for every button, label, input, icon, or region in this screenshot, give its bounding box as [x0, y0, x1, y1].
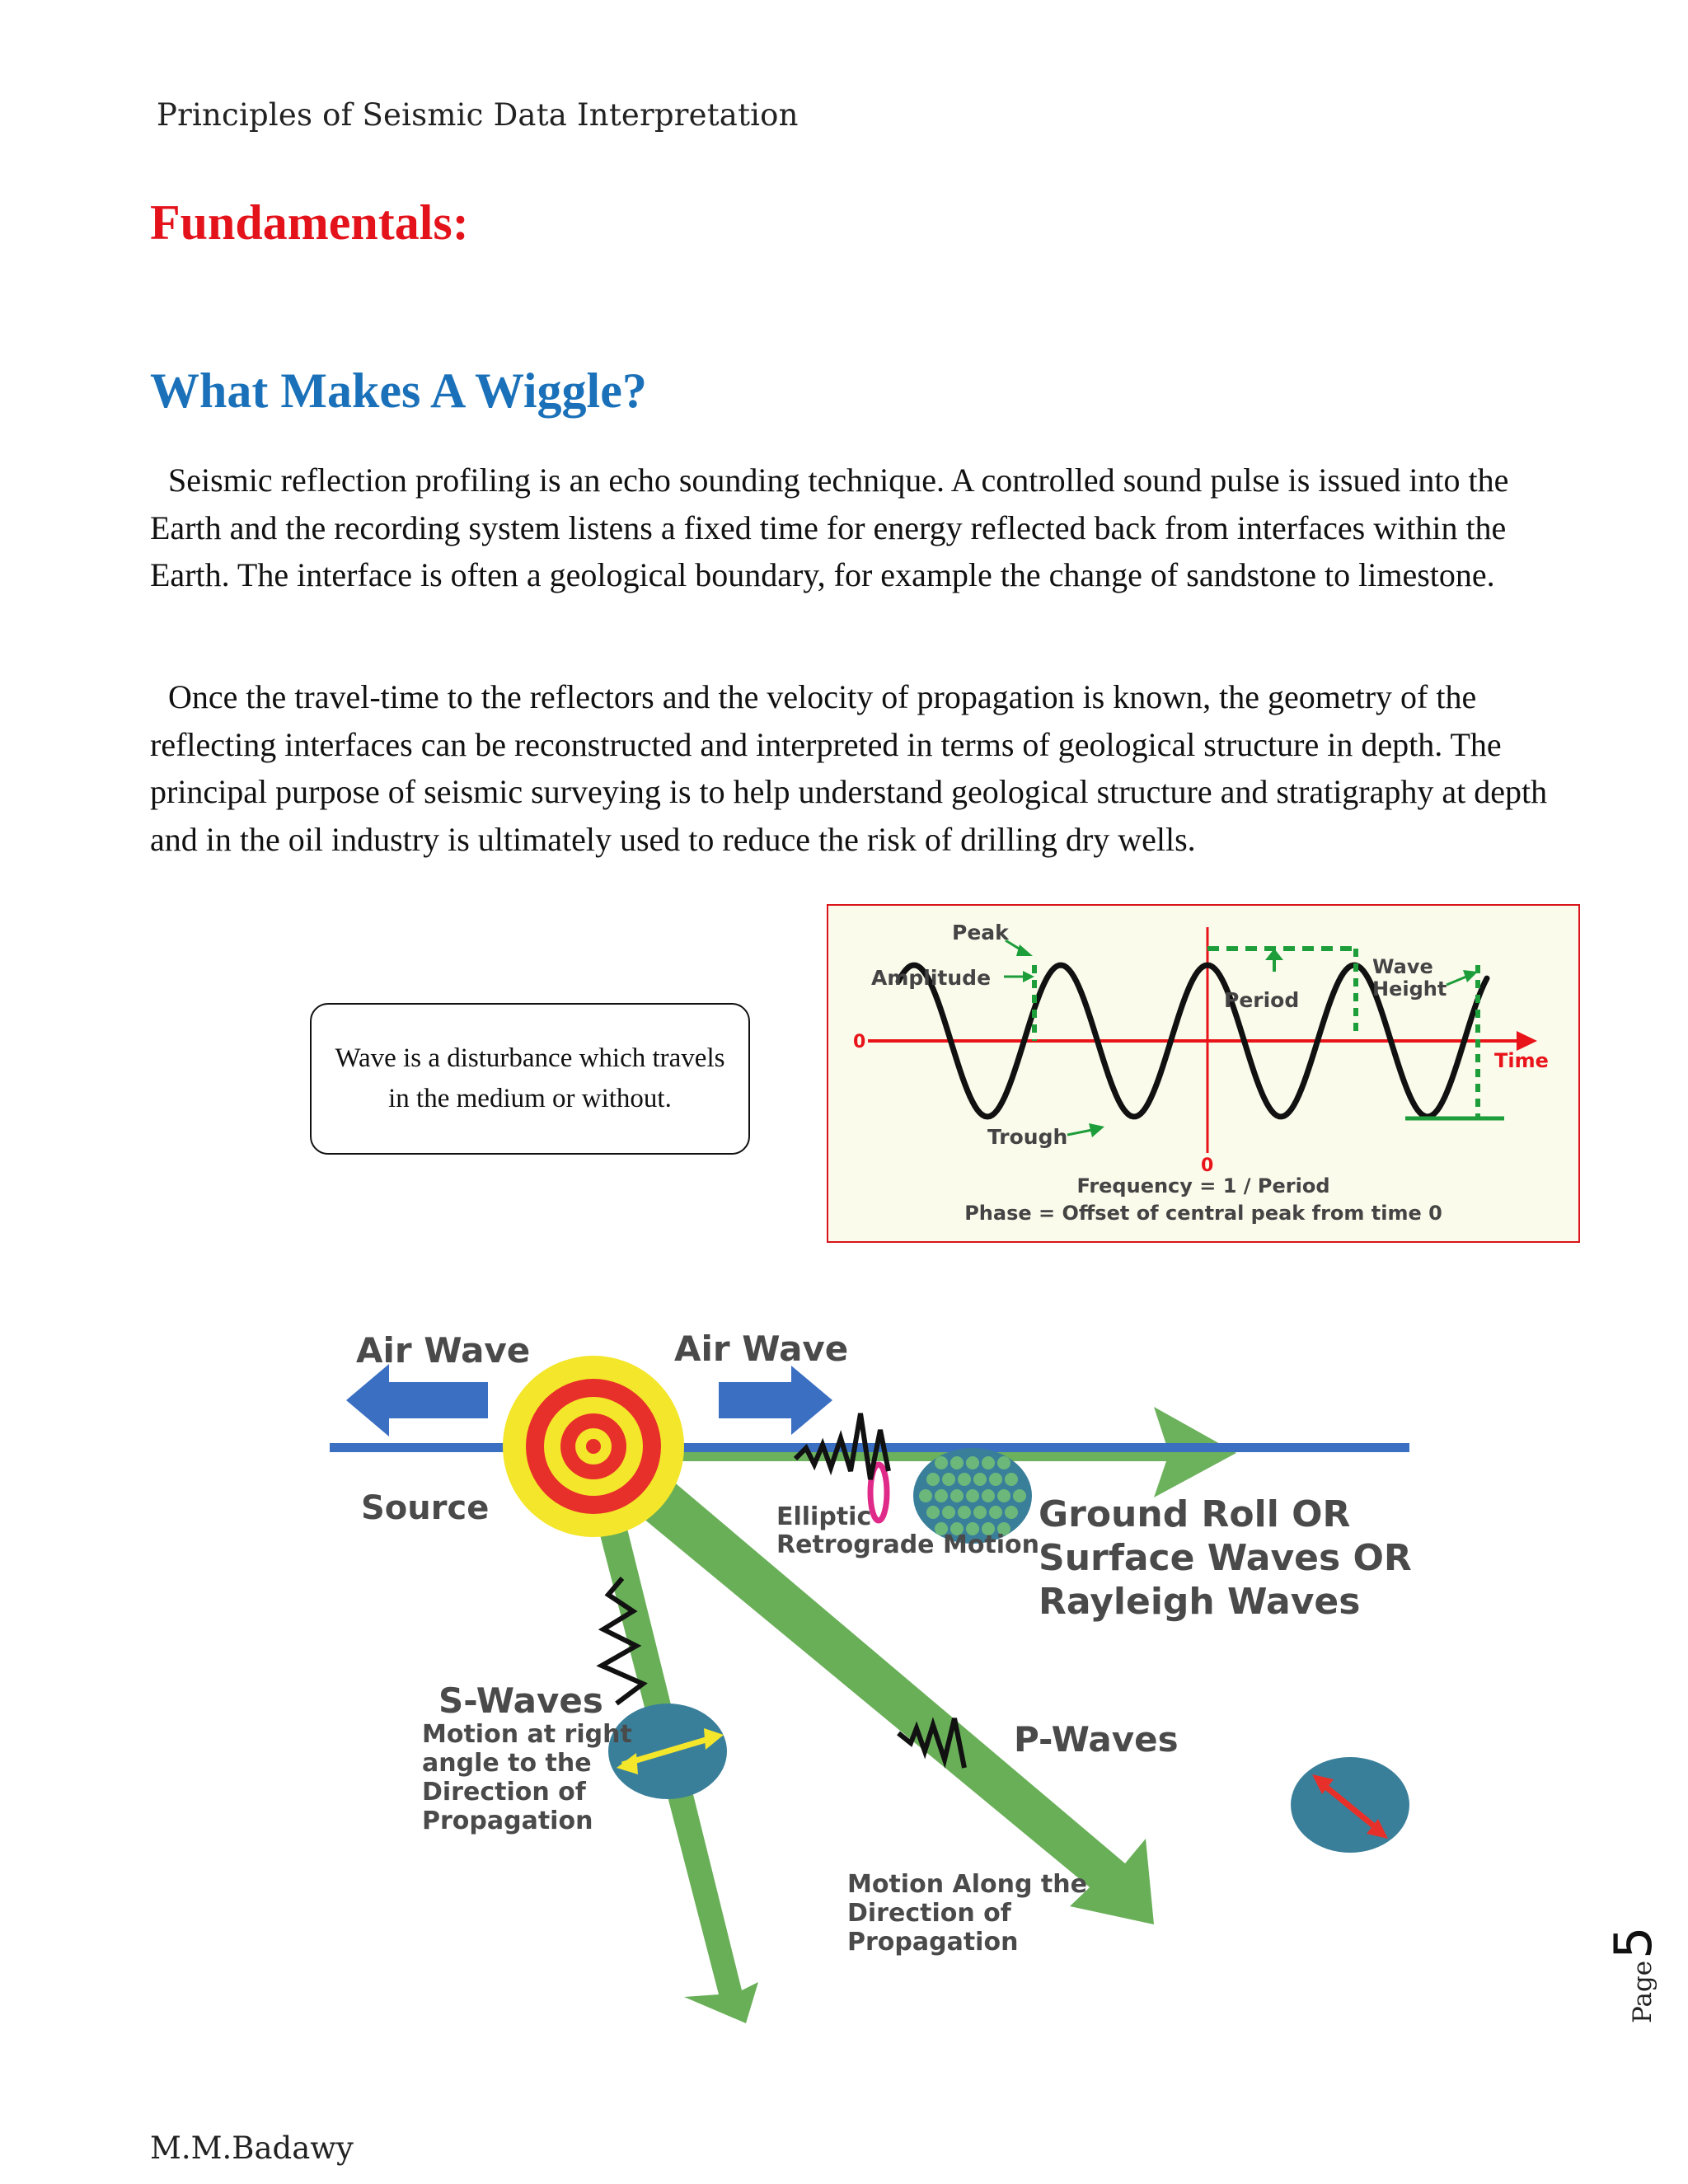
source-center — [586, 1439, 601, 1454]
particle — [935, 1456, 948, 1469]
paragraph-1-text: Seismic reflection profiling is an echo sounding technique. A controlled sound pulse is issued into the Earth and the recording system listens a fixed time for energy reflected back from interfaces within the Earth. The interface is often a geological boundary, for example the change of sandstone to limestone. — [150, 462, 1509, 593]
s-waves-desc-4: Propagation — [422, 1807, 593, 1835]
amplitude-label: Amplitude — [871, 966, 992, 990]
particle — [958, 1473, 971, 1486]
section-title: Fundamentals: — [150, 195, 469, 250]
particle — [926, 1473, 940, 1486]
particle — [989, 1473, 1002, 1486]
p-waves-label: P-Waves — [1014, 1719, 1179, 1760]
zero-left-label: 0 — [853, 1032, 866, 1052]
particle — [958, 1506, 971, 1519]
trough-label: Trough — [987, 1125, 1068, 1149]
p-waves-desc-3: Propagation — [847, 1928, 1019, 1957]
s-waves-desc-2: angle to the — [422, 1749, 592, 1778]
running-header: Principles of Seismic Data Interpretation — [157, 97, 799, 133]
page-number-value: 5 — [1603, 1926, 1663, 1959]
ground-surface-line — [330, 1443, 1409, 1452]
s-waves-label: S-Waves — [438, 1680, 603, 1721]
particle — [919, 1489, 932, 1502]
seismic-waves-figure — [297, 1306, 1451, 2032]
period-label: Period — [1224, 988, 1300, 1012]
ground-roll-label-3: Rayleigh Waves — [1039, 1581, 1361, 1623]
particle — [1005, 1473, 1018, 1486]
page-number — [1582, 1920, 1681, 2052]
trough-pointer — [1067, 1130, 1092, 1135]
particle — [950, 1456, 964, 1469]
particle — [950, 1489, 964, 1502]
time-axis-arrowhead — [1517, 1031, 1537, 1051]
particle — [926, 1506, 940, 1519]
wave-height-label-1: Wave — [1372, 955, 1433, 978]
air-wave-left-arrow — [346, 1364, 488, 1436]
elliptic-label-1: Elliptic — [776, 1502, 872, 1531]
time-label: Time — [1494, 1049, 1549, 1072]
particle — [1013, 1489, 1026, 1502]
particle — [982, 1489, 995, 1502]
p-waves-desc-2: Direction of — [847, 1899, 1011, 1928]
paragraph-2 — [150, 673, 1551, 863]
particle — [1005, 1506, 1018, 1519]
particle — [997, 1489, 1010, 1502]
particle — [989, 1506, 1002, 1519]
callout-text: Wave is a disturbance which travels in the medium or without. — [335, 1043, 725, 1113]
subsection-title: What Makes A Wiggle? — [150, 363, 647, 418]
particle — [997, 1456, 1010, 1469]
ground-roll-label-1: Ground Roll OR — [1039, 1493, 1351, 1535]
air-wave-right-arrow — [719, 1366, 832, 1435]
air-wave-left-label: Air Wave — [356, 1330, 531, 1371]
wave-parameters-svg — [828, 906, 1578, 1240]
phase-label: Phase = Offset of central peak from time 0 — [964, 1202, 1442, 1225]
wave-parameters-figure — [827, 904, 1580, 1243]
wave-definition-callout — [310, 1003, 750, 1155]
particle — [966, 1489, 979, 1502]
peak-label: Peak — [952, 921, 1009, 944]
wave-height-pointer — [1447, 977, 1466, 985]
particle — [942, 1506, 955, 1519]
s-waves-desc-3: Direction of — [422, 1778, 586, 1807]
zero-bottom-label: 0 — [1201, 1155, 1214, 1176]
particle — [942, 1473, 955, 1486]
paragraph-1 — [150, 457, 1551, 599]
page-word: Page — [1628, 1960, 1658, 2023]
elliptic-label-2: Retrograde Motion — [776, 1530, 1040, 1559]
frequency-label: Frequency = 1 / Period — [1076, 1174, 1330, 1197]
air-wave-right-label: Air Wave — [674, 1329, 849, 1369]
footer-author: M.M.Badawy — [150, 2130, 354, 2166]
peak-pointer-head — [1016, 944, 1033, 956]
source-label: Source — [361, 1489, 490, 1527]
ground-roll-label-2: Surface Waves OR — [1039, 1537, 1412, 1579]
particle — [973, 1473, 987, 1486]
trough-pointer-head — [1089, 1123, 1104, 1137]
s-waves-desc-1: Motion at right — [422, 1720, 632, 1749]
particle — [966, 1456, 979, 1469]
wave-height-label-2: Height — [1372, 977, 1447, 1001]
seismic-waves-svg — [297, 1306, 1451, 2032]
particle — [973, 1506, 987, 1519]
particle — [935, 1489, 948, 1502]
p-waves-desc-1: Motion Along the — [847, 1870, 1087, 1899]
particle — [982, 1456, 995, 1469]
paragraph-2-text: Once the travel-time to the reflectors and the velocity of propagation is known, the geometry of the reflecting interfaces can be reconstructed and interpreted in terms of geological structure in depth. The principal purpose of seismic surveying is to help understand geological structure and stratigraphy at depth and in the oil industry is ultimately used to reduce the risk of drilling dry wells. — [150, 678, 1548, 858]
